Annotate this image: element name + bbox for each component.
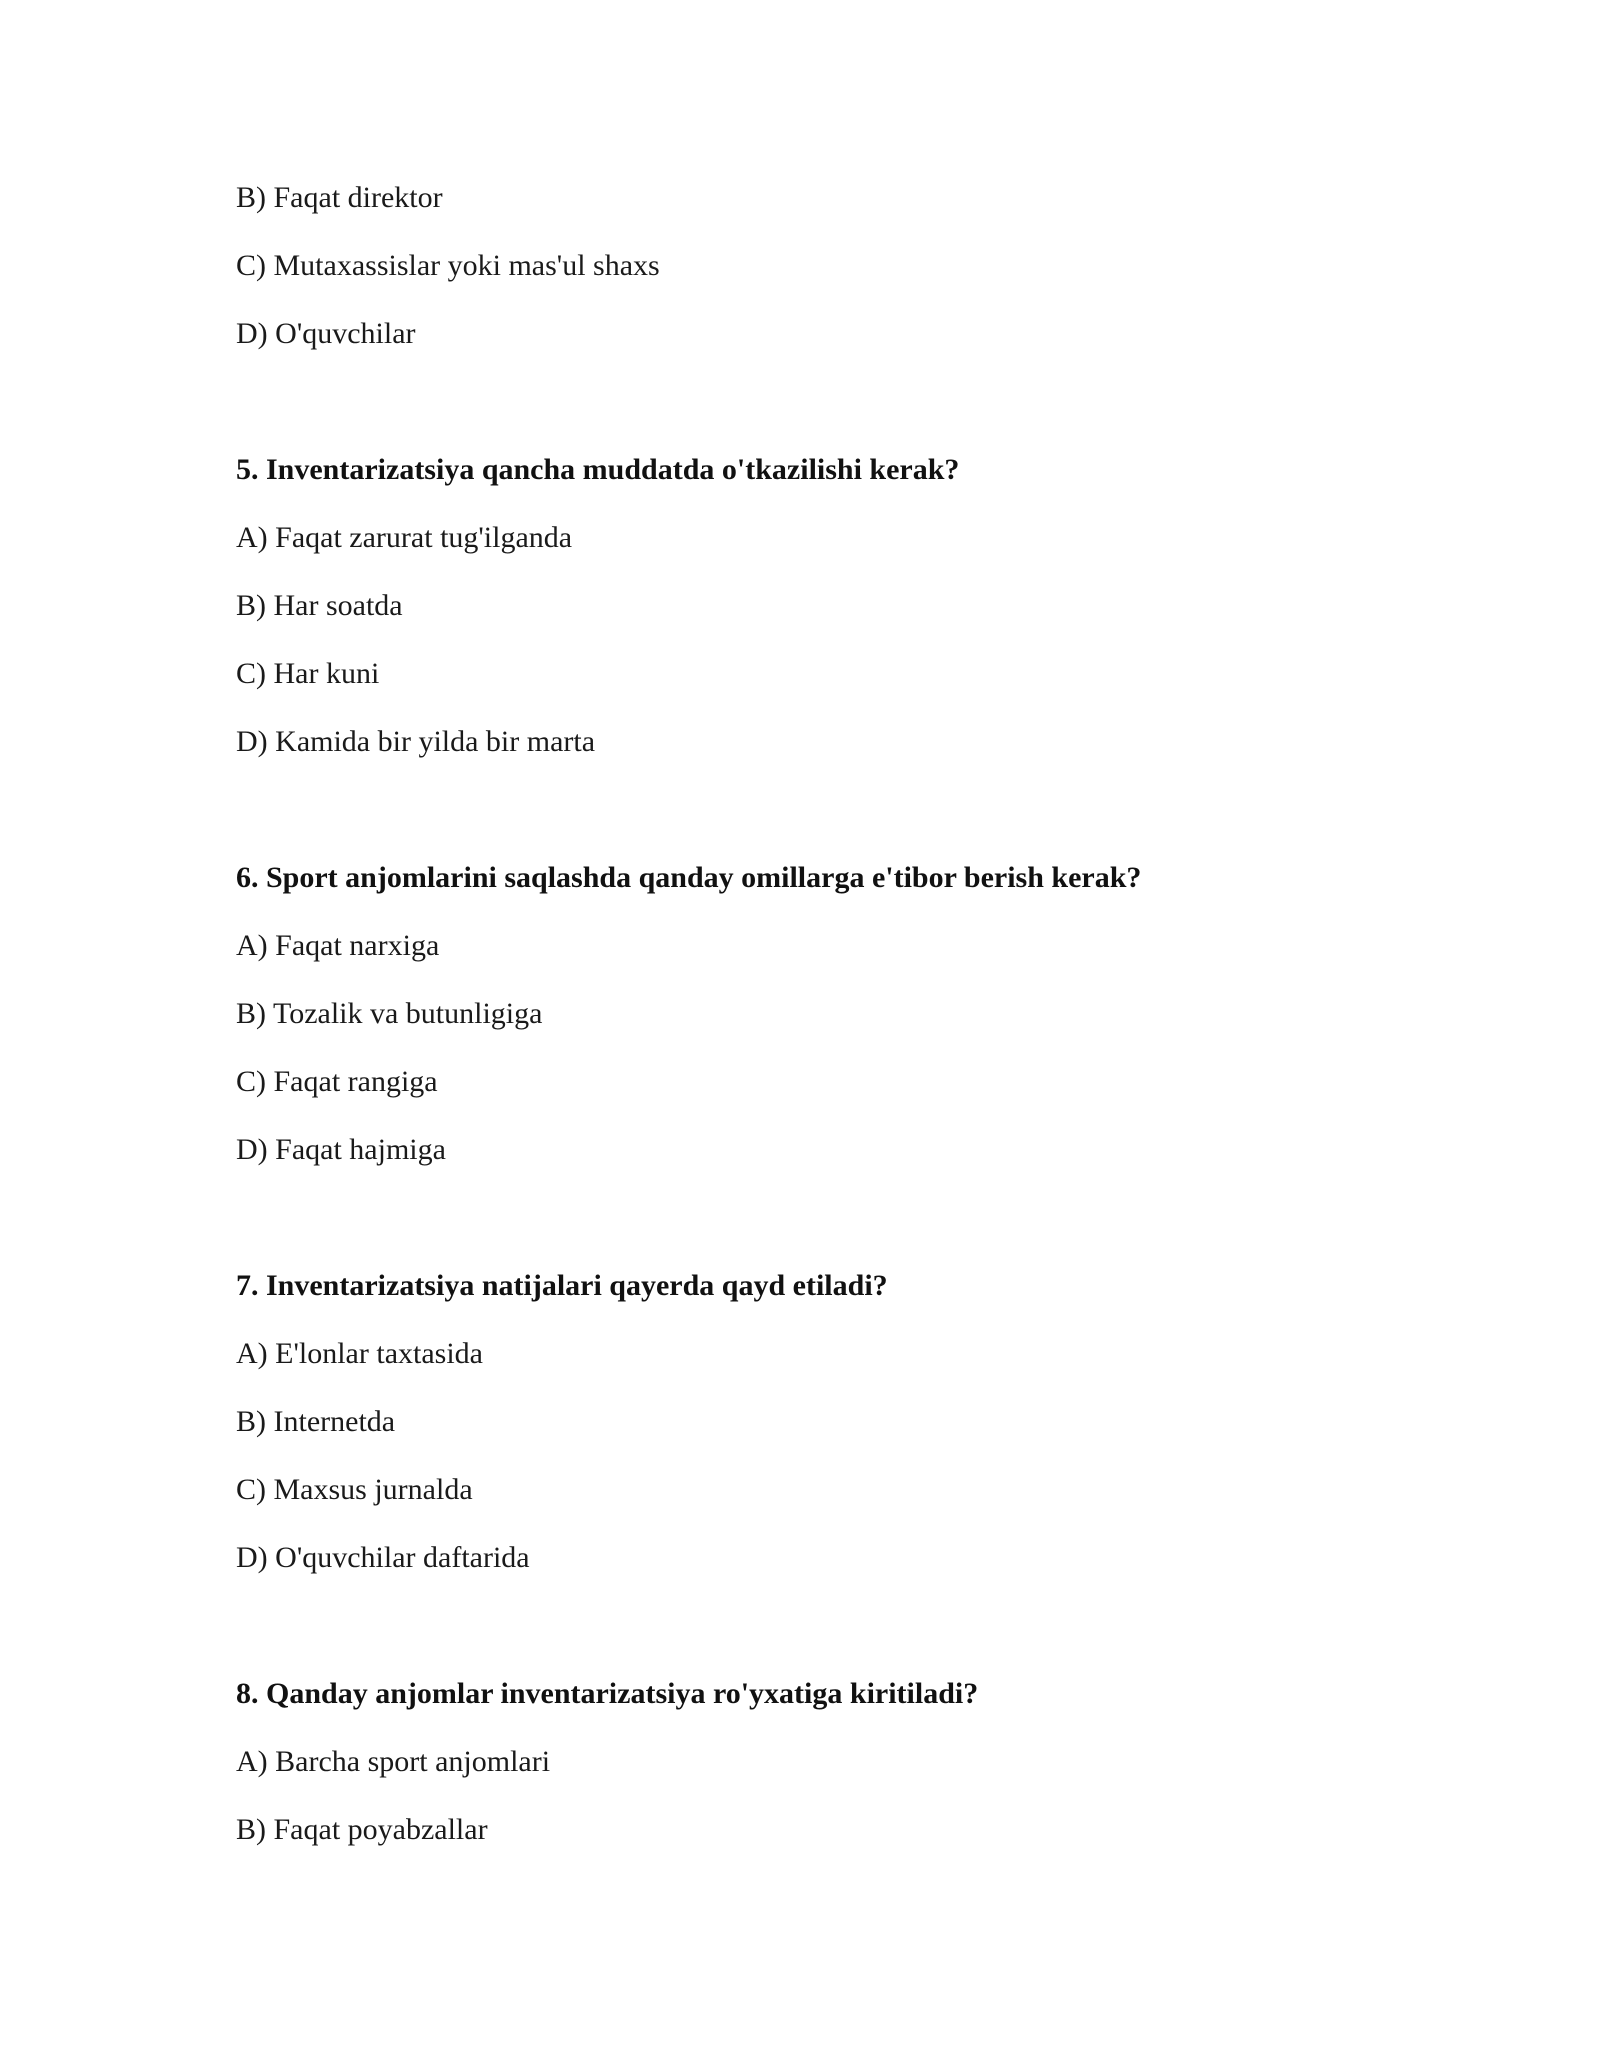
option-q5-c: C) Har kuni xyxy=(236,657,380,690)
option-q4-b: B) Faqat direktor xyxy=(236,181,443,214)
option-q4-d: D) O'quvchilar xyxy=(236,317,416,350)
option-q6-d: D) Faqat hajmiga xyxy=(236,1133,446,1166)
option-q6-a: A) Faqat narxiga xyxy=(236,929,440,962)
spacer xyxy=(236,1200,1436,1268)
option-q6-b: B) Tozalik va butunligiga xyxy=(236,997,543,1030)
option-q5-a: A) Faqat zarurat tug'ilganda xyxy=(236,521,573,554)
question-5: 5. Inventarizatsiya qancha muddatda o'tkazilishi kerak? xyxy=(236,453,960,486)
option-q6-c: C) Faqat rangiga xyxy=(236,1065,438,1098)
spacer xyxy=(236,792,1436,860)
option-q8-a: A) Barcha sport anjomlari xyxy=(236,1745,551,1778)
question-7: 7. Inventarizatsiya natijalari qayerda qayd etiladi? xyxy=(236,1269,888,1302)
option-q7-b: B) Internetda xyxy=(236,1405,396,1438)
option-q7-d: D) O'quvchilar daftarida xyxy=(236,1541,530,1574)
option-q7-a: A) E'lonlar taxtasida xyxy=(236,1337,483,1370)
question-8: 8. Qanday anjomlar inventarizatsiya ro'yxatiga kiritiladi? xyxy=(236,1677,979,1710)
option-q8-b: B) Faqat poyabzallar xyxy=(236,1813,488,1846)
option-q4-c: C) Mutaxassislar yoki mas'ul shaxs xyxy=(236,249,660,282)
question-6: 6. Sport anjomlarini saqlashda qanday omillarga e'tibor berish kerak? xyxy=(236,861,1142,894)
spacer xyxy=(236,384,1436,452)
option-q5-d: D) Kamida bir yilda bir marta xyxy=(236,725,596,758)
document-page xyxy=(236,180,1436,1880)
option-q7-c: C) Maxsus jurnalda xyxy=(236,1473,473,1506)
option-q5-b: B) Har soatda xyxy=(236,589,403,622)
spacer xyxy=(236,1608,1436,1676)
